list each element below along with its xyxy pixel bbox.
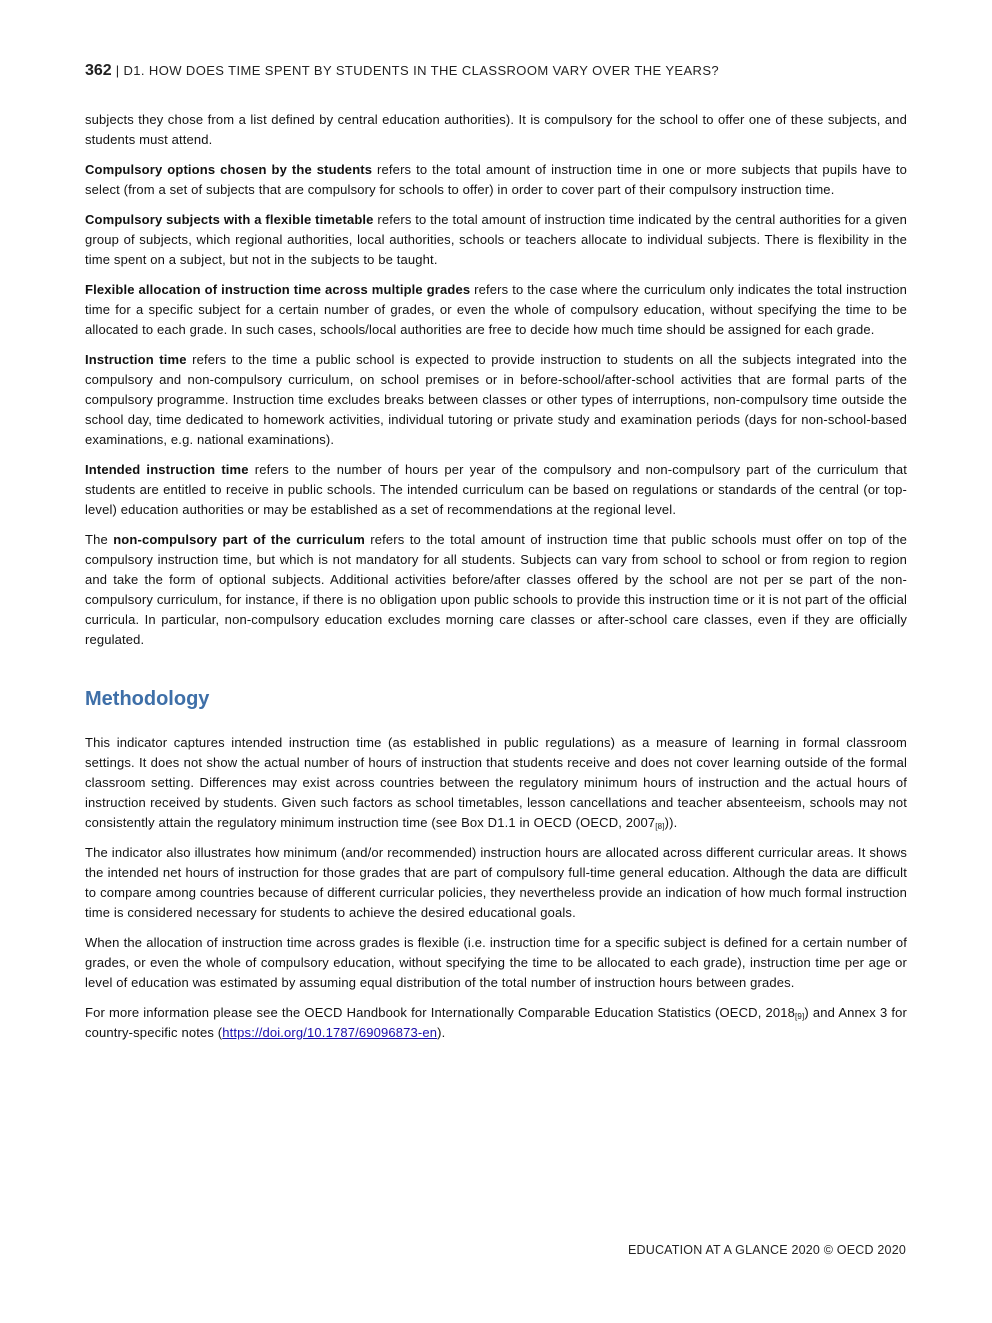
- methodology-heading: Methodology: [85, 688, 210, 710]
- page-content: [85, 110, 907, 1053]
- definition-text: refers to the time a public school is expected to provide instruction to students on all the subjects integrated into the compulsory and non-compulsory curriculum, on school premises or in before-school/after-school activities that are formal parts of the compulsory programme. Instruction time excludes breaks between classes or other types of interruptions, non-compulsory time outside the school day, time dedicated to homework activities, individual tutoring or private study and examination periods (days for non-school-based examinations, e.g. national examinations).: [85, 352, 908, 447]
- doi-link[interactable]: https://doi.org/10.1787/69096873-en: [222, 1025, 438, 1040]
- page-header: [85, 62, 915, 80]
- citation-ref-8[interactable]: [8]: [655, 822, 665, 831]
- definition-intended-instruction-time: [85, 460, 907, 520]
- definition-term: Compulsory subjects with a flexible timetable: [85, 212, 374, 227]
- definition-text: refers to the total amount of instruction time in one or more subjects that pupils have to select (from a set of subjects that are compulsory for schools to offer) in order to cover part of their compulsory instruction time.: [85, 162, 907, 197]
- page-number: 362: [85, 62, 112, 79]
- methodology-paragraph-4: For more information please see the OECD Handbook for Internationally Comparable Education Statistics (OECD, $2018_{[9]}$) and Annex 3 for country-specific notes (https://doi.org/10.1787/69096873-en).: [85, 1005, 907, 1040]
- methodology-paragraph-1: This indicator captures intended instruction time (as established in public regulations) as a measure of learning in formal classroom settings. It does not show the actual number of hours of instruction that students receive and does not cover learning outside of the formal classroom setting. Differences may exist across countries between the regulatory minimum hours of instruction and the actual hours of instruction received by students. Given such factors as school timetables, lesson cancellations and teacher absenteeism, schools may not consistently attain the regulatory minimum instruction time (see Box D1.1 in OECD (OECD, $2007_{[8]}$)).: [85, 735, 907, 831]
- definition-flexible-allocation: [85, 280, 907, 340]
- methodology-paragraph-3: When the allocation of instruction time across grades is flexible (i.e. instruction time for a specific subject is defined for a certain number of grades, or even the whole of compulsory education, without specifying the time to be allocated to each grade), instruction time per age or level of education was estimated by assuming equal distribution of the total number of instruction hours between grades.: [85, 935, 907, 990]
- definition-text: refers to the total amount of instruction time indicated by the central authorities for a given group of subjects, which regional authorities, local authorities, schools or teachers allocate to individual subjects. There is flexibility in the time spent on a subject, but not in the subjects to be taught.: [85, 212, 908, 267]
- definition-text: refers to the number of hours per year of the compulsory and non-compulsory part of the curriculum that students are entitled to receive in public schools. The intended curriculum can be based on regulations or standards of the central (or top-level) education authorities or may be established as a set of recommendations at the regional level.: [85, 462, 907, 517]
- definition-compulsory-options: [85, 160, 907, 200]
- definition-term: non-compulsory part of the curriculum: [113, 532, 365, 547]
- chapter-title: D1. HOW DOES TIME SPENT BY STUDENTS IN THE CLASSROOM VARY OVER THE YEARS?: [123, 63, 720, 78]
- definition-term: Flexible allocation of instruction time across multiple grades: [85, 282, 471, 297]
- definition-continuation: subjects they chose from a list defined by central education authorities). It is compulsory for the school to offer one of these subjects, and students must attend.: [85, 112, 907, 147]
- definition-flexible-timetable: [85, 210, 907, 270]
- definition-non-compulsory-curriculum: The non-compulsory part of the curriculum refers to the total amount of instruction time that public schools must offer on top of the compulsory instruction time, but which is not mandatory for all students. Subjects can vary from school to school or from region to region and take the form of optional subjects. Additional activities before/after classes offered by the school are not per se part of the non-compulsory curriculum, for instance, if there is no obligation upon public schools to provide this instruction time or it is not part of the official curricula. In particular, non-compulsory education excludes morning care classes or after-school care classes, even if they are officially regulated.: [85, 532, 907, 647]
- citation-ref-9[interactable]: [9]: [795, 1012, 805, 1021]
- header-separator: |: [115, 63, 120, 78]
- definition-text: refers to the case where the curriculum only indicates the total instruction time for a specific subject for a certain number of grades, or even the whole of compulsory education, without specifying the time to be allocated to each grade. In such cases, schools/local authorities are free to decide how much time should be assigned for each grade.: [85, 282, 907, 337]
- page-footer: EDUCATION AT A GLANCE 2020 © OECD 2020: [627, 1243, 906, 1257]
- definition-term: Intended instruction time: [85, 462, 249, 477]
- definition-instruction-time: [85, 350, 907, 450]
- definition-term: Compulsory options chosen by the students: [85, 162, 373, 177]
- methodology-paragraph-2: The indicator also illustrates how minimum (and/or recommended) instruction hours are allocated across different curricular areas. It shows the intended net hours of instruction for those grades that are part of compulsory full-time general education. Although the data are difficult to compare among countries because of different curricular policies, they nevertheless provide an indication of how much formal instruction time is considered necessary for students to achieve the desired educational goals.: [85, 845, 907, 920]
- definition-text: refers to the total amount of instruction time that public schools must offer on top of the compulsory instruction time, but which is not mandatory for all students. Subjects can vary from school to school or from region to region and take the form of optional subjects. Additional activities before/after classes offered by the school are not per se part of the non-compulsory curriculum, for instance, if there is no obligation upon public schools to provide this instruction time or it is not part of the official curricula. In particular, non-compulsory education excludes morning care classes or after-school care classes, even if they are officially regulated.: [85, 532, 907, 647]
- definition-term: Instruction time: [85, 352, 187, 367]
